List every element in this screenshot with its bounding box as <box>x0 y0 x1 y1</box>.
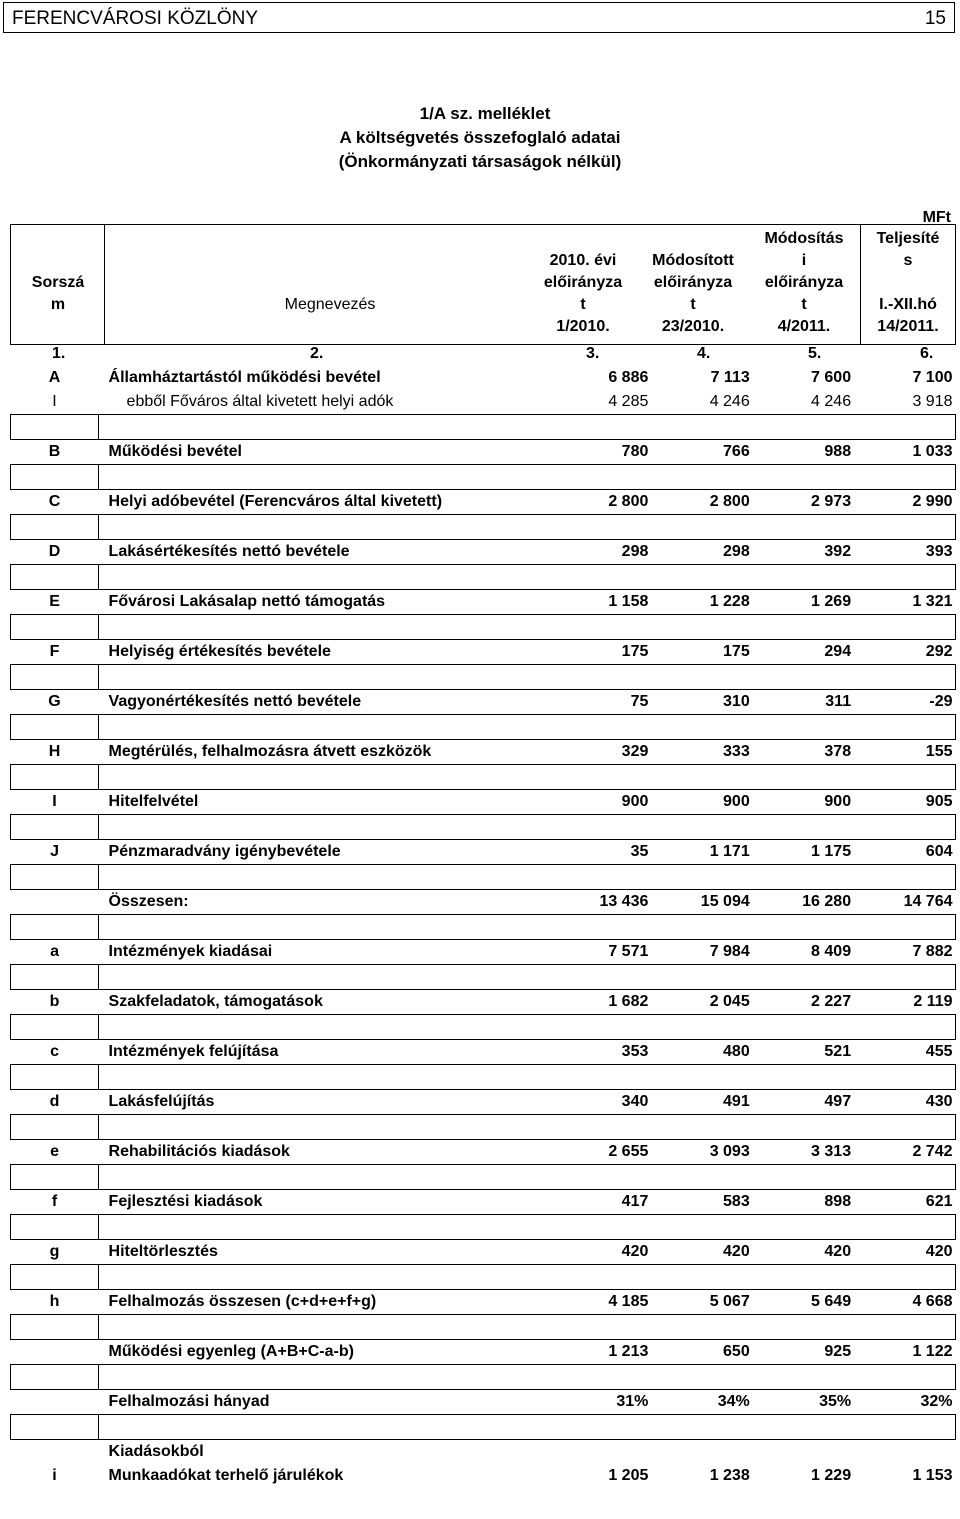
row-value: 333 <box>723 743 750 760</box>
row-value: 2 655 <box>608 1143 649 1160</box>
row-value: 2 800 <box>709 493 750 510</box>
row-value: 15 094 <box>700 893 750 910</box>
row-name: Intézmények felújítása <box>108 1043 279 1060</box>
row-name: Lakásértékesítés nettó bevétele <box>108 543 350 560</box>
row-value: 455 <box>925 1043 953 1060</box>
spacer-row <box>11 1315 956 1340</box>
row-value: 155 <box>925 743 953 760</box>
spacer-row <box>11 1065 956 1090</box>
row-code: A <box>48 369 61 386</box>
row-value: 3 918 <box>912 393 953 410</box>
table-row <box>11 940 956 965</box>
row-value: 1 033 <box>912 443 953 460</box>
row-value: 491 <box>723 1093 750 1110</box>
row-value: 392 <box>824 543 852 560</box>
row-value: 7 600 <box>811 369 852 386</box>
header-modositott: Módosított előirányza t 23/2010. <box>652 252 734 335</box>
row-code: g <box>49 1243 60 1260</box>
row-value <box>651 1440 752 1465</box>
row-value: 780 <box>621 443 649 460</box>
table-row <box>11 890 956 915</box>
unit-label: MFt <box>922 209 951 226</box>
row-value: 35 <box>630 843 649 860</box>
row-value: 4 246 <box>811 393 852 410</box>
col-number: 1. <box>52 345 66 362</box>
row-value: 1 158 <box>608 593 649 610</box>
row-code: h <box>49 1293 60 1310</box>
spacer-row <box>11 1265 956 1290</box>
col-number: 5. <box>808 345 822 362</box>
table-row <box>11 1140 956 1165</box>
row-name: Vagyonértékesítés nettó bevétele <box>108 693 362 710</box>
row-code: H <box>48 743 61 760</box>
row-value: 298 <box>723 543 750 560</box>
col-number: 3. <box>586 345 600 362</box>
table-row <box>11 440 956 465</box>
row-code <box>11 1340 99 1365</box>
table-subtitle: (Önkormányzati társaságok nélkül) <box>338 152 622 171</box>
row-name: Kiadásokból <box>108 1443 204 1460</box>
row-code: F <box>49 643 60 660</box>
row-value: 292 <box>925 643 953 660</box>
row-value: -29 <box>929 693 953 710</box>
row-code: E <box>49 593 60 610</box>
row-name: Összesen: <box>108 893 189 910</box>
row-name: Munkaadókat terhelő járulékok <box>108 1467 344 1484</box>
header-eredeti: 2010. évi előirányza t 1/2010. <box>543 252 623 335</box>
row-code: d <box>49 1093 60 1110</box>
row-value: 2 990 <box>912 493 953 510</box>
row-name: Helyi adóbevétel (Ferencváros által kivetett) <box>108 493 443 510</box>
table-row <box>11 1440 956 1465</box>
column-divider <box>104 224 105 345</box>
row-value: 5 649 <box>811 1293 852 1310</box>
table-row <box>11 1464 956 1488</box>
table-row <box>11 640 956 665</box>
row-value: 378 <box>824 743 852 760</box>
col-number: 2. <box>310 345 324 362</box>
table-title: A költségvetés összefoglaló adatai <box>339 128 621 147</box>
row-value: 583 <box>723 1193 750 1210</box>
row-value: 2 973 <box>811 493 852 510</box>
row-value: 6 886 <box>608 369 649 386</box>
spacer-row <box>11 765 956 790</box>
row-code: D <box>48 543 61 560</box>
spacer-row <box>11 465 956 490</box>
row-value: 4 668 <box>912 1293 953 1310</box>
row-value <box>753 1440 854 1465</box>
spacer-row <box>11 1215 956 1240</box>
row-value: 311 <box>825 693 852 710</box>
row-value: 1 321 <box>912 593 953 610</box>
row-name: Államháztartástól működési bevétel <box>108 369 381 386</box>
row-value: 2 742 <box>912 1143 953 1160</box>
row-value: 900 <box>621 793 649 810</box>
row-value: 294 <box>824 643 852 660</box>
row-value: 31% <box>616 1393 649 1410</box>
row-value: 1 269 <box>811 593 852 610</box>
spacer-row <box>11 1115 956 1140</box>
row-name: Helyiség értékesítés bevétele <box>108 643 331 660</box>
table-row <box>11 1090 956 1115</box>
row-value: 1 122 <box>912 1343 953 1360</box>
col-number: 6. <box>920 345 934 362</box>
row-value: 650 <box>723 1343 750 1360</box>
row-value: 35% <box>819 1393 852 1410</box>
row-value: 1 238 <box>709 1467 750 1484</box>
row-code: I <box>52 793 57 810</box>
row-name: Hitelfelvétel <box>108 793 199 810</box>
row-value: 420 <box>723 1243 750 1260</box>
row-value: 353 <box>621 1043 649 1060</box>
table-row <box>11 1240 956 1265</box>
row-code: G <box>48 693 61 710</box>
row-value: 4 285 <box>608 393 649 410</box>
row-value: 1 153 <box>912 1467 953 1484</box>
spacer-row <box>11 1015 956 1040</box>
row-value: 2 227 <box>811 993 852 1010</box>
budget-table <box>10 366 956 1488</box>
column-number-row <box>10 344 956 365</box>
row-value: 393 <box>925 543 953 560</box>
row-name: Működési bevétel <box>108 443 242 460</box>
row-value: 329 <box>621 743 649 760</box>
row-value: 175 <box>723 643 750 660</box>
row-code: a <box>50 943 59 960</box>
spacer-row <box>11 1165 956 1190</box>
row-code <box>11 890 99 915</box>
spacer-row <box>11 965 956 990</box>
header-sorszam: Sorszá m <box>31 274 85 313</box>
row-value: 420 <box>824 1243 852 1260</box>
row-code <box>11 1440 99 1465</box>
row-name: Felhalmozási hányad <box>108 1393 270 1410</box>
row-value: 1 175 <box>811 843 852 860</box>
table-row <box>11 690 956 715</box>
publication-title: FERENCVÁROSI KÖZLÖNY <box>12 8 258 29</box>
row-value: 3 313 <box>811 1143 852 1160</box>
row-name: Fejlesztési kiadások <box>108 1193 263 1210</box>
row-value: 4 185 <box>608 1293 649 1310</box>
row-value: 420 <box>925 1243 953 1260</box>
row-value <box>550 1440 651 1465</box>
table-row <box>11 1340 956 1365</box>
row-value: 3 093 <box>709 1143 750 1160</box>
row-value <box>854 1440 955 1465</box>
row-name: Felhalmozás összesen (c+d+e+f+g) <box>108 1293 377 1310</box>
row-value: 7 984 <box>709 943 750 960</box>
row-value: 2 119 <box>913 993 953 1010</box>
annex-title: 1/A sz. melléklet <box>419 104 551 123</box>
row-code: i <box>52 1467 57 1484</box>
row-value: 34% <box>717 1393 750 1410</box>
table-row <box>11 1390 956 1415</box>
spacer-row <box>11 615 956 640</box>
page-number: 15 <box>924 8 946 29</box>
row-value: 8 409 <box>811 943 852 960</box>
row-value: 900 <box>723 793 750 810</box>
table-row <box>11 740 956 765</box>
row-value: 1 213 <box>608 1343 649 1360</box>
spacer-row <box>11 1415 956 1440</box>
row-value: 521 <box>824 1043 852 1060</box>
row-value: 13 436 <box>599 893 649 910</box>
table-row <box>11 790 956 815</box>
row-value: 898 <box>824 1193 852 1210</box>
row-code: c <box>50 1043 59 1060</box>
row-value: 417 <box>621 1193 649 1210</box>
row-code: B <box>48 443 61 460</box>
row-name: Fővárosi Lakásalap nettó támogatás <box>108 593 386 610</box>
spacer-row <box>11 865 956 890</box>
row-code <box>11 1390 99 1415</box>
table-row <box>11 390 956 415</box>
spacer-row <box>11 415 956 440</box>
row-code: C <box>48 493 61 510</box>
row-value: 988 <box>824 443 852 460</box>
row-value: 621 <box>925 1193 953 1210</box>
row-value: 175 <box>621 643 649 660</box>
row-name: Pénzmaradvány igénybevétele <box>108 843 341 860</box>
spacer-row <box>11 815 956 840</box>
row-value: 4 246 <box>709 393 750 410</box>
spacer-row <box>11 515 956 540</box>
row-value: 340 <box>621 1093 649 1110</box>
row-value: 7 571 <box>608 943 649 960</box>
row-value: 480 <box>723 1043 750 1060</box>
spacer-row <box>11 715 956 740</box>
row-value: 1 229 <box>811 1467 852 1484</box>
col-number: 4. <box>697 345 711 362</box>
spacer-row <box>11 1365 956 1390</box>
row-value: 310 <box>723 693 750 710</box>
row-name: Működési egyenleg (A+B+C-a-b) <box>108 1343 354 1360</box>
row-value: 32% <box>920 1393 953 1410</box>
spacer-row <box>11 665 956 690</box>
table-row <box>11 1290 956 1315</box>
row-name: ebből Főváros által kivetett helyi adók <box>126 393 394 410</box>
row-value: 905 <box>925 793 953 810</box>
table-row <box>11 1190 956 1215</box>
table-row <box>11 840 956 865</box>
row-value: 16 280 <box>802 893 852 910</box>
row-value: 2 800 <box>608 493 649 510</box>
page-header <box>3 2 955 33</box>
header-megnevezes: Megnevezés <box>284 296 376 313</box>
row-value: 497 <box>824 1093 852 1110</box>
header-teljesites: Teljesíté s I.-XII.hó 14/2011. <box>876 230 940 335</box>
row-value: 7 882 <box>912 943 953 960</box>
row-value: 2 045 <box>709 993 750 1010</box>
row-value: 900 <box>824 793 852 810</box>
table-row <box>11 590 956 615</box>
header-modositasi: Módosítás i előirányza t 4/2011. <box>764 230 844 335</box>
document-titles <box>0 102 960 174</box>
row-value: 298 <box>621 543 649 560</box>
table-row <box>11 1040 956 1065</box>
row-code: I <box>52 393 57 410</box>
row-name: Rehabilitációs kiadások <box>108 1143 290 1160</box>
table-row <box>11 366 956 390</box>
row-code: e <box>50 1143 59 1160</box>
row-value: 7 100 <box>912 369 953 386</box>
row-value: 1 682 <box>608 993 649 1010</box>
spacer-row <box>11 915 956 940</box>
row-value: 7 113 <box>710 369 750 386</box>
row-name: Lakásfelújítás <box>108 1093 215 1110</box>
row-value: 5 067 <box>709 1293 750 1310</box>
row-value: 925 <box>824 1343 852 1360</box>
row-value: 604 <box>925 843 953 860</box>
row-value: 1 171 <box>709 843 750 860</box>
table-row <box>11 540 956 565</box>
row-value: 430 <box>925 1093 953 1110</box>
table-row <box>11 490 956 515</box>
row-code: f <box>51 1193 58 1210</box>
table-row <box>11 990 956 1015</box>
row-value: 75 <box>630 693 649 710</box>
row-name: Hiteltörlesztés <box>108 1243 218 1260</box>
row-value: 766 <box>723 443 750 460</box>
row-value: 1 228 <box>709 593 750 610</box>
row-code: b <box>49 993 60 1010</box>
row-name: Megtérülés, felhalmozásra átvett eszközök <box>108 743 432 760</box>
row-value: 420 <box>621 1243 649 1260</box>
row-value: 14 764 <box>903 893 953 910</box>
row-value: 1 205 <box>608 1467 649 1484</box>
row-code: J <box>50 843 59 860</box>
spacer-row <box>11 565 956 590</box>
row-name: Szakfeladatok, támogatások <box>108 993 323 1010</box>
row-name: Intézmények kiadásai <box>108 943 273 960</box>
